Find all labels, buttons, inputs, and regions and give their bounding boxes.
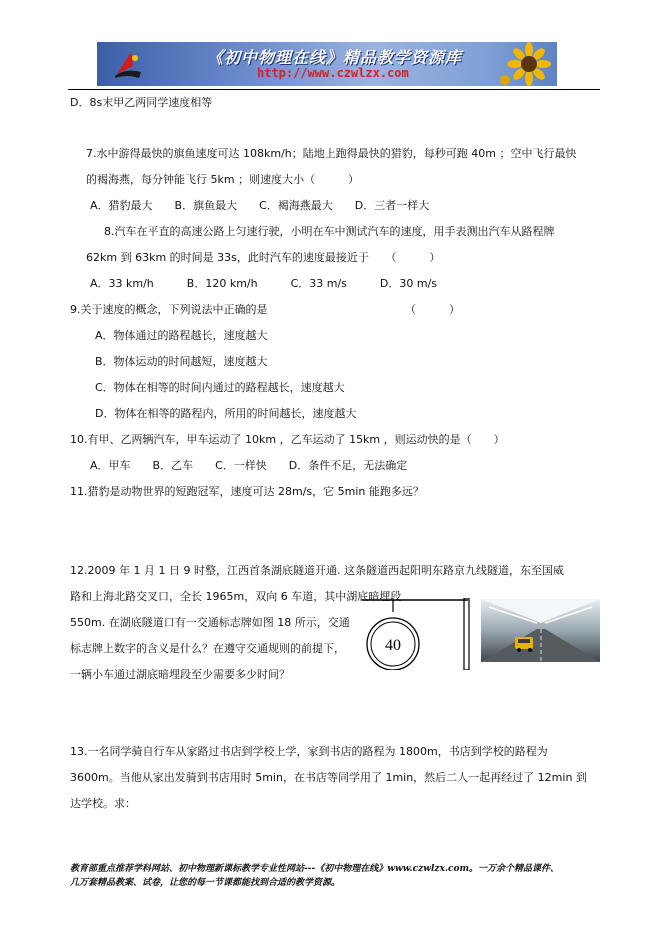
q8-stem-line2: 62km 到 63km 的时间是 33s，此时汽车的速度最接近于 （ ） (86, 251, 441, 264)
footer-line1: 教育部重点推荐学科网站、初中物理新课标教学专业性网站---《初中物理在线》www.czwlzx.com。一万余个精品课件、 (70, 864, 560, 874)
q13-stem-line1: 13.一名同学骑自行车从家路过书店到学校上学，家到书店的路程为 1800m，书店到学校的路程为 (70, 745, 548, 758)
q12-stem-line4: 标志牌上数字的含义是什么？在遵守交通规则的前提下， (70, 642, 345, 655)
q7-options: A．猎豹最大 B．旗鱼最大 C．褐海燕最大 D．三者一样大 (90, 199, 430, 212)
header-banner (97, 42, 557, 86)
q9-option-d: D．物体在相等的路程内，所用的时间越长，速度越大 (95, 407, 357, 420)
footer-line2: 几万套精品教案、试卷，让您的每一节课都能找到合适的教学资源。 (70, 878, 341, 888)
banner-title: 《初中物理在线》精品教学资源库 (207, 48, 463, 67)
q9-answer-paren: （ ） (405, 303, 460, 316)
speed-limit-sign-figure (360, 598, 472, 670)
q8-options: A．33 km/h B．120 km/h C．33 m/s D．30 m/s (90, 277, 438, 290)
q7-stem-line1: 7.水中游得最快的旗鱼速度可达 108km/h；陆地上跑得最快的猎豹，每秒可跑 40m ；空中飞行最快 (86, 147, 577, 160)
site-logo-icon (111, 48, 145, 82)
q12-stem-line1: 12.2009 年 1 月 1 日 9 时整，江西首条湖底隧道开通. 这条隧道西起阳明东路京九线隧道，东至国威 (70, 564, 564, 577)
q6-option-d: D．8s末甲乙两同学速度相等 (70, 96, 213, 109)
q10-options: A．甲车 B．乙车 C．一样快 D．条件不足，无法确定 (90, 459, 408, 472)
q9-stem: 9.关于速度的概念，下列说法中正确的是 (70, 303, 268, 316)
q9-option-b: B．物体运动的时间越短，速度越大 (95, 355, 268, 368)
q13-stem-line2: 3600m。当他从家出发骑到书店用时 5min，在书店等同学用了 1min，然后二人一起再经过了 12min 到 (70, 771, 587, 784)
q12-stem-line5: 一辆小车通过湖底暗埋段至少需要多少时间？ (70, 668, 290, 681)
sunflower-icon (499, 42, 553, 86)
q9-option-a: A．物体通过的路程越长，速度越大 (95, 329, 268, 342)
q8-stem-line1: 8.汽车在平直的高速公路上匀速行驶，小明在车中测试汽车的速度，用手表测出汽车从路程牌 (104, 225, 555, 238)
banner-url[interactable]: http://www.czwlzx.com (257, 66, 409, 80)
q10-stem: 10.有甲、乙两辆汽车，甲车运动了 10km ，乙车运动了 15km ，则运动快的是（ ） (70, 433, 505, 446)
q9-option-c: C．物体在相等的时间内通过的路程越长，速度越大 (95, 381, 345, 394)
q11-stem: 11.猎豹是动物世界的短跑冠军，速度可达 28m/s，它 5min 能跑多远？ (70, 485, 424, 498)
header-rule (68, 89, 600, 90)
speed-limit-value: 40 (385, 637, 401, 654)
q13-stem-line3: 达学校。求： (70, 797, 136, 810)
q12-stem-line2: 路和上海北路交叉口，全长 1965m，双向 6 车道，其中湖底暗埋段 (70, 590, 402, 603)
q7-stem-line2: 的褐海燕，每分钟能飞行 5km ；则速度大小（ ） (86, 173, 360, 186)
q12-stem-line3: 550m. 在湖底隧道口有一交通标志牌如图 18 所示，交通 (70, 616, 350, 629)
tunnel-photo (481, 599, 600, 662)
